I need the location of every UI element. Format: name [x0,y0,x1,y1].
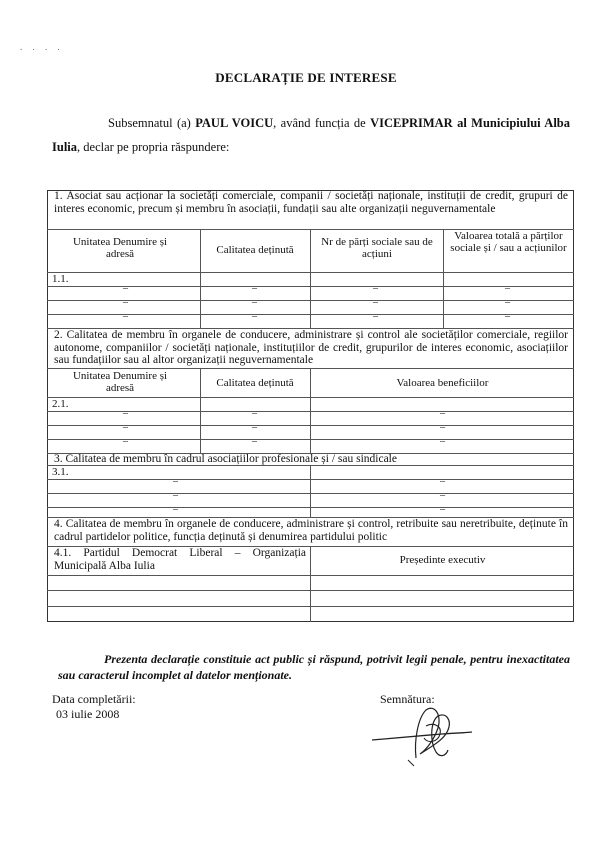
empty-dash: _ [373,293,378,304]
empty-dash: _ [123,293,128,304]
party-function: Președinte executiv [399,554,486,566]
empty-dash: _ [373,279,378,290]
empty-dash: _ [373,307,378,318]
empty-dash: _ [440,500,445,511]
intro-suffix: , declar pe propria răspundere: [77,140,230,154]
section3-heading: 3. Calitatea de membru în cadrul asociațiilor profesionale și / sau sindicale [54,453,397,465]
col-header-unit: Unitatea Denumire și adresă [72,370,168,394]
section2-heading: 2. Calitatea de membru în organele de conducere, administrare și control ale societăților comerciale, regiilor autonome, companiilor / societăți naționale, instituțiilor de credit, grupurilor de interes economic, asociațiilor sau fundațiilor sau al altor organizații neguvernamentale [54,329,568,366]
intro-prefix: Subsemnatul (a) [108,116,196,130]
document-title: DECLARAȚIE DE INTERESE [215,70,397,85]
empty-dash: _ [440,472,445,483]
col-header-shares-value: Valoarea totală a părților sociale și / sau a acțiunilor [450,230,567,254]
divider [310,546,311,622]
empty-dash: _ [505,279,510,290]
row-label: 1.1. [52,273,69,285]
declarant-name: PAUL VOICU [195,116,274,130]
divider [310,368,311,453]
handwritten-signature [368,700,478,770]
col-header-unit: Unitatea Denumire și adresă [72,236,168,260]
empty-dash: _ [252,432,257,443]
empty-dash: _ [440,418,445,429]
empty-dash: _ [440,404,445,415]
divider [443,229,444,328]
legal-statement [58,651,570,683]
empty-dash: _ [173,500,178,511]
date-value: 03 iulie 2008 [56,707,120,721]
empty-dash: _ [505,307,510,318]
divider [310,229,311,328]
divider [200,229,201,328]
row-label: 3.1. [52,466,69,478]
empty-dash: _ [440,486,445,497]
empty-dash: _ [123,418,128,429]
empty-dash: _ [173,472,178,483]
scan-marks: . . . . [20,42,64,52]
col-header-shares-count: Nr de părți sociale sau de acțiuni [321,236,433,260]
empty-dash: _ [123,307,128,318]
divider [200,368,201,453]
empty-dash: _ [252,307,257,318]
empty-dash: _ [505,293,510,304]
section1-heading: 1. Asociat sau acționar la societăți comerciale, companii / societăți naționale, instituții de credit, grupuri de interes economic, precum și membru în asociații, fundații sau alte organizații neguvernamentale [54,190,568,215]
party-entry: 4.1. Partidul Democrat Liberal – Organizația Municipală Alba Iulia [54,547,306,572]
signature-label: Semnătura: [380,692,435,706]
empty-dash: _ [173,486,178,497]
intro-middle: , având funcția de [273,116,371,130]
declarant-function: VICEPRIMAR al Municipiului Alba Iulia [52,116,570,154]
empty-dash: _ [123,432,128,443]
col-header-role: Calitatea deținută [216,244,294,256]
row-label: 2.1. [52,398,69,410]
col-header-role: Calitatea deținută [216,377,294,389]
empty-dash: _ [252,418,257,429]
section4-heading: 4. Calitatea de membru în organele de conducere, administrare și control, retribuite sau neretribuite, deținute în cadrul partidelor politice, funcția deținută și denumirea partidului politic [54,518,568,543]
col-header-benefits: Valoarea beneficiilor [396,377,489,389]
empty-dash: _ [252,404,257,415]
empty-dash: _ [252,279,257,290]
empty-dash: _ [440,432,445,443]
empty-dash: _ [252,293,257,304]
empty-dash: _ [123,404,128,415]
empty-dash: _ [123,279,128,290]
date-label: Data completării: [52,692,136,706]
legal-statement-text: Prezenta declarație constituie act public și răspund, potrivit legii penale, pentru inexactitatea sau caracterul incomplet al datelor menționate. [58,652,570,682]
divider [310,465,311,517]
intro-paragraph [52,111,570,159]
